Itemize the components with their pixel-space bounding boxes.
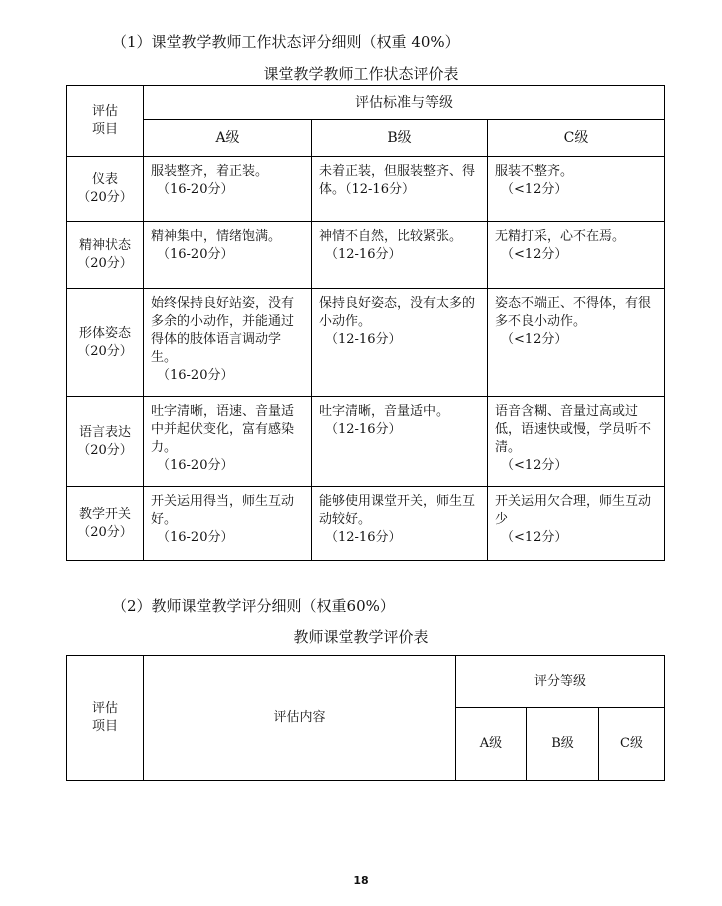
item-header-cell	[67, 86, 144, 157]
grade-c-header: C级	[599, 708, 665, 781]
row-item-points: （20分）	[77, 442, 133, 458]
grade-a-text: 开关运用得当，师生互动好。	[151, 494, 295, 527]
standard-header: 评估标准与等级	[144, 86, 665, 120]
item-header-line1: 评估	[91, 104, 118, 119]
row-item-name: 语言表达	[78, 424, 131, 440]
row-item-name: 仪表	[91, 172, 118, 187]
grade-c-text: 无精打采，心不在焉。	[495, 229, 626, 244]
table-row	[67, 397, 665, 487]
grade-c-cell	[488, 397, 665, 487]
grade-a-header: A级	[456, 708, 527, 781]
grade-c-cell	[488, 222, 665, 289]
row-item-cell	[67, 487, 144, 561]
grade-c-score: （<12分）	[501, 332, 568, 347]
work-state-table	[66, 85, 665, 561]
grade-b-cell	[312, 157, 488, 222]
item-header-line2: 项目	[91, 122, 118, 137]
grade-b-score: （12-16分）	[325, 332, 402, 347]
grade-c-score: （<12分）	[501, 247, 568, 262]
row-item-cell	[67, 397, 144, 487]
section2-heading: （2）教师课堂教学评分细则（权重60%）	[112, 597, 395, 615]
grade-a-cell	[144, 487, 312, 561]
teaching-evaluation-table	[66, 655, 665, 781]
grade-b-text: 吐字清晰，音量适中。	[319, 404, 450, 419]
grade-a-score: （16-20分）	[157, 247, 234, 262]
grade-a-cell	[144, 157, 312, 222]
grade-b-text: 未着正装，但服装整齐、得体。（12-16分）	[319, 164, 476, 197]
grade-c-score: （<12分）	[501, 182, 568, 197]
grade-a-text: 始终保持良好站姿，没有多余的小动作，并能通过得体的肢体语言调动学生。	[151, 296, 295, 365]
grade-a-score: （16-20分）	[157, 182, 234, 197]
grade-c-text: 语音含糊、音量过高或过低，语速快或慢，学员听不清。	[495, 404, 652, 455]
row-item-cell	[67, 289, 144, 397]
page-number: 18	[353, 874, 369, 887]
grade-b-header: B级	[527, 708, 599, 781]
grade-b-text: 神情不自然，比较紧张。	[319, 229, 463, 244]
grade-b-score: （12-16分）	[325, 530, 402, 545]
row-item-points: （20分）	[77, 524, 133, 540]
grade-c-cell	[488, 157, 665, 222]
item-header-cell	[67, 656, 144, 781]
grade-a-text: 吐字清晰，语速、音量适中并起伏变化，富有感染力。	[151, 404, 295, 455]
table2-caption: 教师课堂教学评价表	[293, 628, 429, 646]
row-item-points: （20分）	[77, 256, 133, 271]
grade-c-text: 开关运用欠合理，师生互动少	[495, 494, 652, 527]
grade-c-score: （<12分）	[501, 458, 568, 473]
grade-c-header: C级	[488, 120, 665, 157]
grade-c-text: 服装不整齐。	[495, 164, 574, 179]
table1-caption: 课堂教学教师工作状态评价表	[263, 65, 459, 83]
item-header-line2: 项目	[91, 719, 118, 734]
table-row	[67, 157, 665, 222]
grade-a-cell	[144, 289, 312, 397]
grade-b-score: （12-16分）	[325, 247, 402, 262]
table-row	[67, 487, 665, 561]
row-item-name: 形体姿态	[78, 325, 131, 341]
grade-c-text: 姿态不端正、不得体，有很多不良小动作。	[495, 296, 652, 329]
row-item-name: 教学开关	[78, 506, 131, 522]
grade-b-score: （12-16分）	[325, 422, 402, 437]
grade-c-score: （<12分）	[501, 530, 568, 545]
grade-c-cell	[488, 487, 665, 561]
content-header: 评估内容	[144, 656, 456, 781]
grade-c-cell	[488, 289, 665, 397]
table-row	[67, 222, 665, 289]
row-item-cell	[67, 222, 144, 289]
grade-b-text: 保持良好姿态，没有太多的小动作。	[319, 296, 476, 329]
row-item-cell	[67, 157, 144, 222]
row-item-name: 精神状态	[78, 238, 131, 253]
grade-b-cell	[312, 487, 488, 561]
table-row	[67, 289, 665, 397]
section1-heading: （1）课堂教学教师工作状态评分细则（权重 40%）	[112, 33, 460, 51]
grade-a-cell	[144, 397, 312, 487]
grade-a-score: （16-20分）	[157, 458, 234, 473]
grade-a-text: 服装整齐，着正装。	[151, 164, 269, 179]
grade-b-cell	[312, 289, 488, 397]
grade-a-cell	[144, 222, 312, 289]
grade-b-header: B级	[312, 120, 488, 157]
grade-a-text: 精神集中，情绪饱满。	[151, 229, 282, 244]
grade-a-score: （16-20分）	[157, 530, 234, 545]
grade-a-score: （16-20分）	[157, 368, 234, 383]
row-item-points: （20分）	[77, 343, 133, 359]
grade-b-text: 能够使用课堂开关，师生互动较好。	[319, 494, 476, 527]
grade-level-header: 评分等级	[456, 656, 665, 708]
item-header-line1: 评估	[91, 701, 118, 716]
grade-b-cell	[312, 397, 488, 487]
grade-a-header: A级	[144, 120, 312, 157]
grade-b-cell	[312, 222, 488, 289]
row-item-points: （20分）	[77, 190, 133, 205]
